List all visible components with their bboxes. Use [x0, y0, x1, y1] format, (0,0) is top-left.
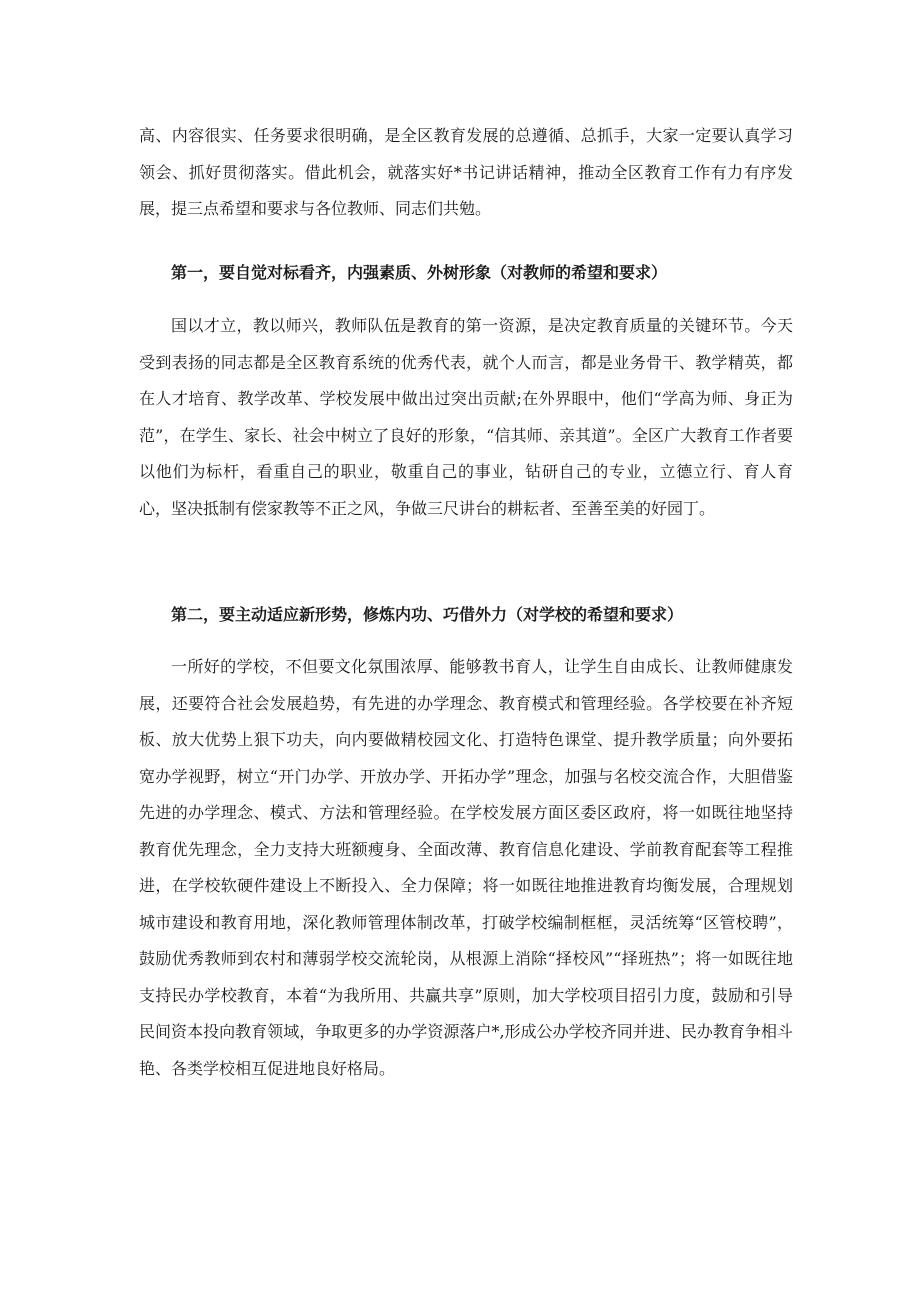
- paragraph-teachers: 国以才立，教以师兴，教师队伍是教育的第一资源，是决定教育质量的关键环节。今天受到表扬的同志都是全区教育系统的优秀代表，就个人而言，都是业务骨干、教学精英，都在人才培育、教学改革、学校发展中做出过突出贡献;在外界眼中，他们“学高为师、身正为范”，在学生、家长、社会中树立了良好的形象，“信其师、亲其道”。全区广大教育工作者要以他们为标杆，看重自己的职业，敬重自己的事业，钻研自己的专业，立德立行、育人育心，坚决抵制有偿家教等不正之风，争做三尺讲台的耕耘者、至善至美的好园丁。: [139, 316, 793, 518]
- paragraph-schools: 一所好的学校，不但要文化氛围浓厚、能够教书育人，让学生自由成长、让教师健康发展，还要符合社会发展趋势，有先进的办学理念、教育模式和管理经验。各学校要在补齐短板、放大优势上狠下功夫，向内要做精校园文化、打造特色课堂、提升教学质量；向外要拓宽办学视野，树立“开门办学、开放办学、开拓办学”理念，加强与名校交流合作，大胆借鉴先进的办学理念、模式、方法和管理经验。在学校发展方面区委区政府，将一如既往地坚持教育优先理念，全力支持大班额瘦身、全面改薄、教育信息化建设、学前教育配套等工程推进，在学校软硬件建设上不断投入、全力保障；将一如既往地推进教育均衡发展，合理规划城市建设和教育用地，深化教师管理体制改革，打破学校编制框框，灵活统筹“区管校聘”，鼓励优秀教师到农村和薄弱学校交流轮岗，从根源上消除“择校风”“择班热”；将一如既往地支持民办学校教育，本着“为我所用、共赢共享”原则，加大学校项目招引力度，鼓励和引导民间资本投向教育领域，争取更多的办学资源落户*,形成公办学校齐同并进、民办教育争相斗艳、各类学校相互促进地良好格局。: [139, 657, 793, 1078]
- section-heading-teachers: 第一，要自觉对标看齐，内强素质、外树形象（对教师的希望和要求）: [171, 263, 668, 282]
- paragraph-intro: 高、内容很实、任务要求很明确，是全区教育发展的总遵循、总抓手，大家一定要认真学习领会、抓好贯彻落实。借此机会，就落实好*书记讲话精神，推动全区教育工作有力有序发展，提三点希望和要求与各位教师、同志们共勉。: [139, 126, 793, 218]
- section-heading-schools: 第二，要主动适应新形势，修炼内功、巧借外力（对学校的希望和要求）: [171, 605, 684, 624]
